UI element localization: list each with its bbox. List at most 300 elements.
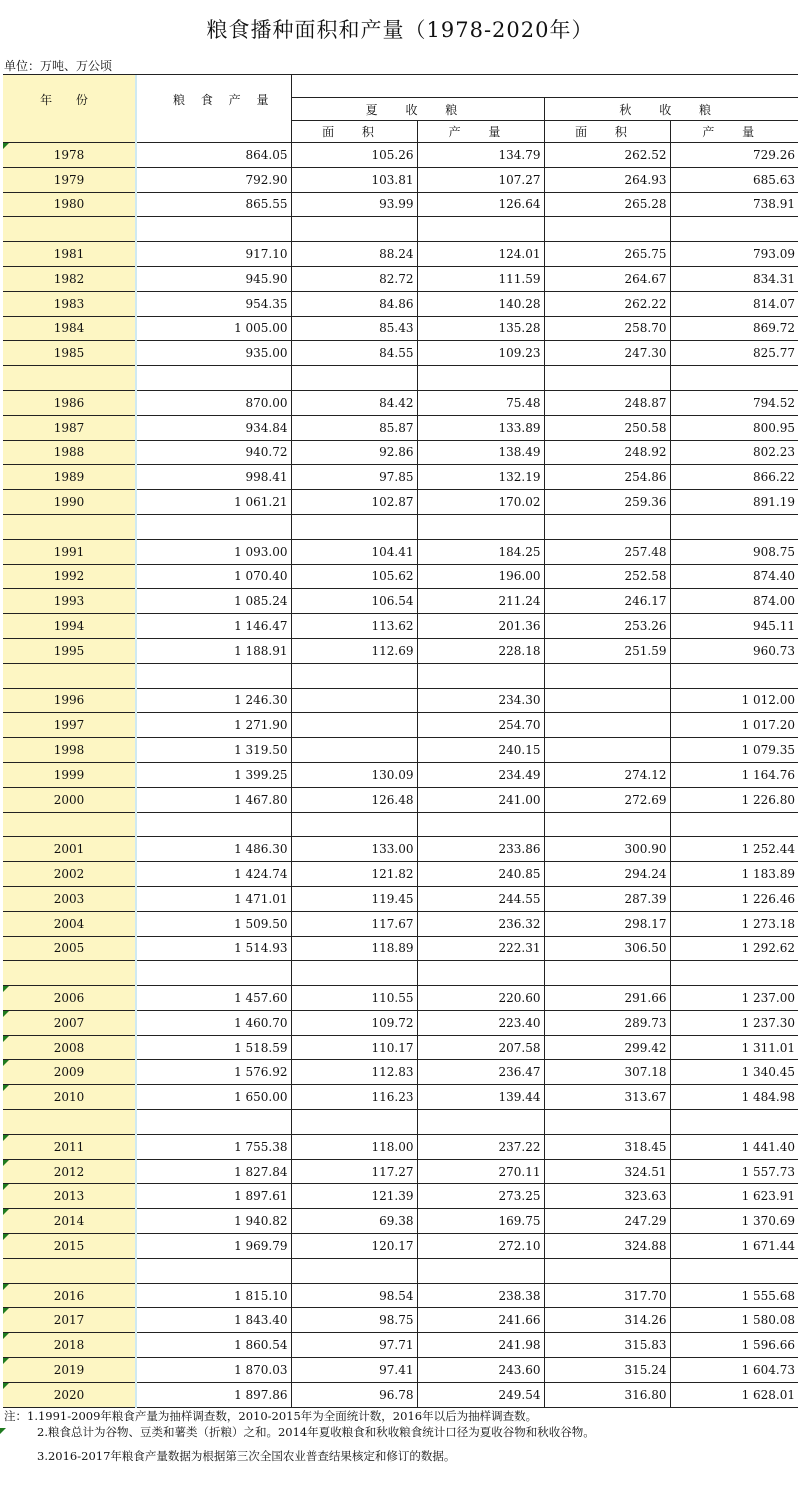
summer-area-cell: 117.67	[291, 911, 417, 936]
autumn-area-cell	[544, 663, 670, 688]
autumn-output-cell: 738.91	[670, 192, 798, 217]
autumn-area-cell	[544, 738, 670, 763]
year-cell	[3, 1308, 136, 1333]
year-cell	[3, 514, 136, 539]
year-cell	[3, 1184, 136, 1209]
summer-area-cell	[291, 663, 417, 688]
table-row	[3, 564, 798, 589]
autumn-grain-header: 秋 收 粮	[544, 98, 798, 121]
summer-output-cell: 243.60	[417, 1358, 544, 1383]
autumn-output-cell: 1 273.18	[670, 911, 798, 936]
spacer-row	[3, 812, 798, 837]
autumn-output-cell: 945.11	[670, 614, 798, 639]
grain-output-cell	[136, 217, 291, 242]
summer-area-cell: 105.26	[291, 143, 417, 168]
autumn-area-cell	[544, 1110, 670, 1135]
year-label: 1985	[53, 346, 85, 361]
autumn-output-cell: 1 164.76	[670, 762, 798, 787]
year-label: 2013	[53, 1189, 85, 1204]
summer-area-cell: 117.27	[291, 1159, 417, 1184]
autumn-area-cell: 291.66	[544, 986, 670, 1011]
summer-area-cell: 84.55	[291, 341, 417, 366]
year-cell	[3, 638, 136, 663]
marker-icon	[3, 1333, 9, 1339]
summer-output-cell: 228.18	[417, 638, 544, 663]
autumn-output-cell: 825.77	[670, 341, 798, 366]
summer-area-cell: 130.09	[291, 762, 417, 787]
autumn-output-cell: 1 237.00	[670, 986, 798, 1011]
grain-output-cell: 998.41	[136, 465, 291, 490]
summer-output-cell: 169.75	[417, 1209, 544, 1234]
autumn-area-cell	[544, 961, 670, 986]
year-cell	[3, 266, 136, 291]
summer-area-cell: 133.00	[291, 837, 417, 862]
year-label: 1978	[53, 147, 85, 162]
table-row	[3, 266, 798, 291]
autumn-output-cell: 1 555.68	[670, 1283, 798, 1308]
year-cell	[3, 490, 136, 515]
year-cell	[3, 465, 136, 490]
summer-area-cell: 93.99	[291, 192, 417, 217]
note-1	[4, 1408, 796, 1424]
grain-output-cell: 1 085.24	[136, 589, 291, 614]
year-cell	[3, 242, 136, 267]
year-label: 2015	[53, 1238, 85, 1253]
autumn-area-cell: 259.36	[544, 490, 670, 515]
year-label: 1982	[53, 271, 85, 286]
note-1-text: 注：1.1991-2009年粮食产量为抽样调查数，2010-2015年为全面统计数，2016年以后为抽样调查数。	[4, 1409, 538, 1423]
table-row	[3, 1159, 798, 1184]
marker-icon	[3, 1358, 9, 1364]
autumn-output-cell: 802.23	[670, 440, 798, 465]
autumn-output-cell	[670, 1258, 798, 1283]
autumn-output-cell: 834.31	[670, 266, 798, 291]
year-label: 1990	[53, 495, 85, 510]
year-cell	[3, 1010, 136, 1035]
summer-output-cell: 220.60	[417, 986, 544, 1011]
spacer-row	[3, 663, 798, 688]
autumn-area-cell: 324.51	[544, 1159, 670, 1184]
header-spacer	[291, 75, 798, 98]
table-row	[3, 1382, 798, 1407]
autumn-output-cell: 891.19	[670, 490, 798, 515]
grain-output-cell: 1 457.60	[136, 986, 291, 1011]
grain-output-cell	[136, 514, 291, 539]
table-row	[3, 589, 798, 614]
year-cell	[3, 564, 136, 589]
marker-icon	[3, 1160, 9, 1166]
year-label: 2018	[53, 1338, 85, 1353]
autumn-area-cell: 299.42	[544, 1035, 670, 1060]
summer-area-cell: 96.78	[291, 1382, 417, 1407]
autumn-area-cell: 250.58	[544, 415, 670, 440]
autumn-area-cell	[544, 688, 670, 713]
summer-output-cell: 244.55	[417, 886, 544, 911]
summer-area-cell: 121.39	[291, 1184, 417, 1209]
year-label: 1998	[53, 743, 85, 758]
table-row	[3, 1010, 798, 1035]
marker-icon	[3, 1184, 9, 1190]
autumn-area-cell: 265.28	[544, 192, 670, 217]
summer-output-cell: 211.24	[417, 589, 544, 614]
grain-output-cell: 1 514.93	[136, 936, 291, 961]
summer-output-cell: 238.38	[417, 1283, 544, 1308]
grain-output-cell	[136, 961, 291, 986]
year-cell	[3, 366, 136, 391]
summer-area-cell: 103.81	[291, 167, 417, 192]
table-row	[3, 1234, 798, 1259]
summer-output-cell: 273.25	[417, 1184, 544, 1209]
year-label: 2011	[53, 1139, 85, 1154]
year-label: 2017	[53, 1313, 85, 1328]
autumn-output-cell: 1 252.44	[670, 837, 798, 862]
summer-output-cell: 134.79	[417, 143, 544, 168]
autumn-area-cell: 264.67	[544, 266, 670, 291]
year-cell	[3, 167, 136, 192]
summer-area-cell: 110.55	[291, 986, 417, 1011]
spacer-row	[3, 1258, 798, 1283]
summer-grain-header: 夏 收 粮	[291, 98, 544, 121]
grain-output-cell: 1 650.00	[136, 1085, 291, 1110]
summer-area-cell: 84.86	[291, 291, 417, 316]
autumn-output-cell: 729.26	[670, 143, 798, 168]
year-cell	[3, 1234, 136, 1259]
grain-output-cell: 1 870.03	[136, 1358, 291, 1383]
summer-area-cell	[291, 217, 417, 242]
year-header: 年 份	[3, 75, 136, 143]
summer-output-cell: 234.30	[417, 688, 544, 713]
summer-output-cell: 111.59	[417, 266, 544, 291]
year-cell	[3, 1060, 136, 1085]
year-cell	[3, 738, 136, 763]
autumn-area-cell: 247.29	[544, 1209, 670, 1234]
autumn-area-cell: 257.48	[544, 539, 670, 564]
grain-output-cell: 934.84	[136, 415, 291, 440]
year-cell	[3, 390, 136, 415]
autumn-output-cell: 685.63	[670, 167, 798, 192]
grain-output-cell: 1 271.90	[136, 713, 291, 738]
year-label: 1988	[53, 445, 85, 460]
autumn-area-cell: 246.17	[544, 589, 670, 614]
autumn-area-cell: 315.24	[544, 1358, 670, 1383]
autumn-area-cell: 251.59	[544, 638, 670, 663]
grain-output-cell: 1 319.50	[136, 738, 291, 763]
autumn-area-cell: 264.93	[544, 167, 670, 192]
spacer-row	[3, 366, 798, 391]
grain-output-cell: 865.55	[136, 192, 291, 217]
marker-icon	[3, 143, 9, 149]
grain-output-cell: 1 843.40	[136, 1308, 291, 1333]
year-cell	[3, 837, 136, 862]
autumn-area-cell	[544, 812, 670, 837]
autumn-area-cell: 289.73	[544, 1010, 670, 1035]
year-label: 1996	[53, 693, 85, 708]
year-cell	[3, 961, 136, 986]
year-cell	[3, 936, 136, 961]
year-label: 1999	[53, 767, 85, 782]
summer-area-cell: 85.87	[291, 415, 417, 440]
table-row	[3, 341, 798, 366]
summer-area-cell: 88.24	[291, 242, 417, 267]
summer-area-cell	[291, 961, 417, 986]
summer-area-cell: 104.41	[291, 539, 417, 564]
marker-icon	[3, 1284, 9, 1290]
summer-area-cell	[291, 713, 417, 738]
summer-output-cell: 135.28	[417, 316, 544, 341]
autumn-output-cell: 1 623.91	[670, 1184, 798, 1209]
summer-output-cell: 107.27	[417, 167, 544, 192]
summer-output-cell: 75.48	[417, 390, 544, 415]
table-row	[3, 986, 798, 1011]
summer-area-cell	[291, 738, 417, 763]
summer-area-cell	[291, 366, 417, 391]
autumn-output-cell	[670, 366, 798, 391]
summer-output-cell: 249.54	[417, 1382, 544, 1407]
year-cell	[3, 440, 136, 465]
summer-area-cell: 113.62	[291, 614, 417, 639]
table-row	[3, 490, 798, 515]
year-cell	[3, 614, 136, 639]
autumn-output-cell: 869.72	[670, 316, 798, 341]
year-label: 1980	[53, 197, 85, 212]
year-cell	[3, 1283, 136, 1308]
summer-output-cell: 240.85	[417, 862, 544, 887]
note-2	[4, 1424, 796, 1440]
summer-output-cell	[417, 514, 544, 539]
year-cell	[3, 341, 136, 366]
summer-area-cell: 120.17	[291, 1234, 417, 1259]
grain-output-cell	[136, 366, 291, 391]
grain-output-cell: 1 509.50	[136, 911, 291, 936]
summer-output-cell: 133.89	[417, 415, 544, 440]
table-row	[3, 539, 798, 564]
marker-icon	[3, 1135, 9, 1141]
year-cell	[3, 143, 136, 168]
autumn-area-cell: 315.83	[544, 1333, 670, 1358]
autumn-area-cell: 313.67	[544, 1085, 670, 1110]
autumn-output-cell: 866.22	[670, 465, 798, 490]
summer-area-cell	[291, 688, 417, 713]
grain-output-cell	[136, 1258, 291, 1283]
summer-output-cell: 233.86	[417, 837, 544, 862]
summer-area-cell: 112.69	[291, 638, 417, 663]
table-row	[3, 316, 798, 341]
year-cell	[3, 589, 136, 614]
year-cell	[3, 663, 136, 688]
grain-output-cell: 1 897.61	[136, 1184, 291, 1209]
grain-output-cell: 1 860.54	[136, 1333, 291, 1358]
table-row	[3, 390, 798, 415]
marker-icon	[3, 1036, 9, 1042]
year-cell	[3, 192, 136, 217]
summer-output-cell	[417, 1258, 544, 1283]
summer-output-cell: 236.32	[417, 911, 544, 936]
autumn-output-cell: 814.07	[670, 291, 798, 316]
autumn-area-cell	[544, 366, 670, 391]
autumn-area-cell: 318.45	[544, 1134, 670, 1159]
table-row	[3, 862, 798, 887]
year-label: 1991	[53, 544, 85, 559]
autumn-area-cell: 314.26	[544, 1308, 670, 1333]
autumn-area-cell: 300.90	[544, 837, 670, 862]
autumn-output-cell: 1 557.73	[670, 1159, 798, 1184]
grain-output-cell: 1 399.25	[136, 762, 291, 787]
grain-output-cell	[136, 663, 291, 688]
table-row	[3, 1060, 798, 1085]
summer-output-cell: 222.31	[417, 936, 544, 961]
year-cell	[3, 539, 136, 564]
autumn-output-cell: 794.52	[670, 390, 798, 415]
autumn-output-cell	[670, 663, 798, 688]
summer-area-cell	[291, 1110, 417, 1135]
autumn-output-cell: 1 340.45	[670, 1060, 798, 1085]
year-cell	[3, 316, 136, 341]
year-label: 1993	[53, 594, 85, 609]
autumn-output-cell: 1 226.80	[670, 787, 798, 812]
unit-label: 单位：万吨、万公顷	[4, 59, 113, 73]
autumn-output-cell	[670, 514, 798, 539]
autumn-area-cell	[544, 1258, 670, 1283]
marker-icon	[3, 1234, 9, 1240]
grain-output-cell: 1 897.86	[136, 1382, 291, 1407]
autumn-area-cell: 323.63	[544, 1184, 670, 1209]
summer-area-cell: 121.82	[291, 862, 417, 887]
year-cell	[3, 688, 136, 713]
marker-icon	[3, 986, 9, 992]
table-row	[3, 291, 798, 316]
year-label: 2005	[53, 941, 85, 956]
summer-output-cell: 223.40	[417, 1010, 544, 1035]
year-cell	[3, 1159, 136, 1184]
marker-icon	[3, 1383, 9, 1389]
summer-output-cell: 109.23	[417, 341, 544, 366]
summer-output-cell: 184.25	[417, 539, 544, 564]
year-label: 2006	[53, 990, 85, 1005]
grain-output-cell: 954.35	[136, 291, 291, 316]
autumn-area-cell	[544, 713, 670, 738]
grain-output-cell: 870.00	[136, 390, 291, 415]
autumn-area-cell: 247.30	[544, 341, 670, 366]
grain-output-cell: 1 815.10	[136, 1283, 291, 1308]
autumn-output-cell: 1 604.73	[670, 1358, 798, 1383]
autumn-area-cell	[544, 217, 670, 242]
year-cell	[3, 762, 136, 787]
summer-area-cell	[291, 1258, 417, 1283]
autumn-output-cell: 908.75	[670, 539, 798, 564]
grain-output-cell: 1 005.00	[136, 316, 291, 341]
autumn-area-cell: 316.80	[544, 1382, 670, 1407]
grain-output-cell: 1 424.74	[136, 862, 291, 887]
table-row	[3, 886, 798, 911]
year-label: 1987	[53, 420, 85, 435]
autumn-output-cell	[670, 812, 798, 837]
autumn-area-cell: 298.17	[544, 911, 670, 936]
table-row	[3, 143, 798, 168]
autumn-output-cell: 1 441.40	[670, 1134, 798, 1159]
summer-area-cell: 105.62	[291, 564, 417, 589]
year-cell	[3, 1134, 136, 1159]
year-cell	[3, 217, 136, 242]
marker-icon	[3, 1209, 9, 1215]
year-cell	[3, 713, 136, 738]
summer-output-cell: 237.22	[417, 1134, 544, 1159]
autumn-output-cell: 874.00	[670, 589, 798, 614]
grain-output-cell: 1 940.82	[136, 1209, 291, 1234]
year-label: 1995	[53, 643, 85, 658]
year-cell	[3, 862, 136, 887]
autumn-output-cell: 1 017.20	[670, 713, 798, 738]
grain-output-cell: 1 146.47	[136, 614, 291, 639]
year-label: 2010	[53, 1090, 85, 1105]
autumn-output-cell: 1 484.98	[670, 1085, 798, 1110]
autumn-output-cell: 1 079.35	[670, 738, 798, 763]
table-row	[3, 192, 798, 217]
summer-output-cell: 270.11	[417, 1159, 544, 1184]
grain-output-cell: 1 471.01	[136, 886, 291, 911]
year-cell	[3, 1110, 136, 1135]
year-label: 2020	[53, 1387, 85, 1402]
autumn-area-cell: 258.70	[544, 316, 670, 341]
grain-output-cell: 1 246.30	[136, 688, 291, 713]
autumn-output-header: 产 量	[670, 121, 798, 143]
autumn-area-cell: 317.70	[544, 1283, 670, 1308]
grain-output-cell: 1 093.00	[136, 539, 291, 564]
grain-output-cell: 1 827.84	[136, 1159, 291, 1184]
summer-area-cell: 116.23	[291, 1085, 417, 1110]
year-label: 2002	[53, 867, 85, 881]
summer-area-cell	[291, 812, 417, 837]
year-cell	[3, 415, 136, 440]
autumn-area-cell: 306.50	[544, 936, 670, 961]
autumn-output-cell: 800.95	[670, 415, 798, 440]
autumn-area-cell: 287.39	[544, 886, 670, 911]
grain-output-cell: 945.90	[136, 266, 291, 291]
summer-output-cell	[417, 366, 544, 391]
year-label: 1983	[53, 296, 85, 311]
table-row	[3, 787, 798, 812]
year-label: 2001	[53, 842, 85, 857]
table-row	[3, 242, 798, 267]
autumn-output-cell: 1 237.30	[670, 1010, 798, 1035]
summer-area-cell: 98.75	[291, 1308, 417, 1333]
autumn-output-cell: 1 226.46	[670, 886, 798, 911]
grain-output-cell: 1 969.79	[136, 1234, 291, 1259]
marker-icon	[3, 1011, 9, 1017]
summer-output-cell	[417, 663, 544, 688]
autumn-area-cell: 253.26	[544, 614, 670, 639]
header-row	[3, 75, 798, 98]
autumn-area-cell: 294.24	[544, 862, 670, 887]
marker-icon	[3, 1060, 9, 1066]
year-label: 1997	[53, 718, 85, 733]
summer-output-cell: 240.15	[417, 738, 544, 763]
marker-icon	[3, 1308, 9, 1314]
summer-output-cell: 207.58	[417, 1035, 544, 1060]
grain-output-header: 粮 食 产 量	[136, 75, 291, 143]
table-row	[3, 1035, 798, 1060]
summer-area-cell: 69.38	[291, 1209, 417, 1234]
table-row	[3, 1308, 798, 1333]
year-cell	[3, 1382, 136, 1407]
grain-output-cell: 1 576.92	[136, 1060, 291, 1085]
table-row	[3, 440, 798, 465]
year-cell	[3, 291, 136, 316]
summer-area-cell: 85.43	[291, 316, 417, 341]
summer-output-cell: 132.19	[417, 465, 544, 490]
year-cell	[3, 787, 136, 812]
summer-area-cell: 106.54	[291, 589, 417, 614]
summer-output-cell: 140.28	[417, 291, 544, 316]
